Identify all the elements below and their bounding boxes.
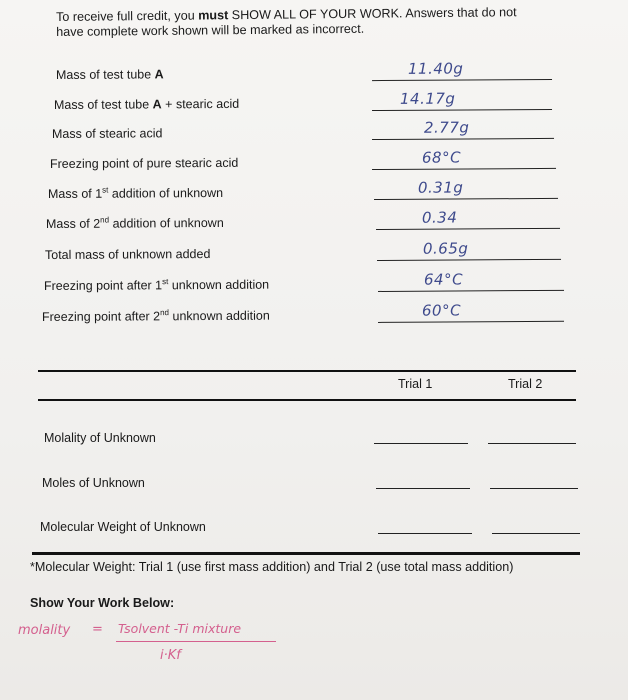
field-row-freezing-point-second	[41, 301, 564, 330]
show-work-heading: Show Your Work Below:	[30, 596, 175, 610]
molality-trial-2-blank	[488, 443, 576, 444]
handwritten-numerator: Tsolvent -Ti mixture	[118, 621, 242, 636]
handwritten-answer: 2.77g	[423, 118, 470, 137]
field-row-second-addition-mass	[45, 208, 560, 237]
field-label: Mass of 2nd addition of unknown	[45, 215, 224, 231]
answer-line	[377, 259, 561, 261]
instructions-line-2: have complete work shown will be marked as incorrect.	[56, 21, 365, 39]
molecular-weight-trial-1-blank	[378, 533, 472, 534]
trial-2-header: Trial 2	[508, 377, 543, 391]
answer-line	[372, 79, 552, 81]
instructions-line-1: To receive full credit, you must SHOW ALL OF YOUR WORK. Answers that do not	[56, 5, 517, 24]
field-row-stearic-mass	[51, 118, 556, 147]
instructions-header	[56, 5, 576, 40]
moles-label: Moles of Unknown	[42, 476, 145, 490]
field-row-total-unknown-mass	[44, 239, 561, 268]
field-label: Mass of stearic acid	[51, 126, 163, 141]
molality-trial-1-blank	[374, 443, 468, 444]
handwritten-answer: 64°C	[423, 270, 464, 289]
handwritten-answer: 68°C	[421, 148, 462, 167]
table-bottom-rule	[32, 552, 580, 555]
field-label: Mass of 1st addition of unknown	[47, 185, 224, 201]
answer-line	[378, 290, 564, 292]
table-header-rule	[38, 399, 576, 401]
handwritten-answer: 60°C	[421, 301, 462, 320]
field-row-freezing-point-pure	[49, 148, 556, 177]
molecular-weight-label: Molecular Weight of Unknown	[40, 520, 206, 534]
handwritten-answer: 0.34	[421, 208, 458, 227]
field-label: Total mass of unknown added	[44, 246, 211, 262]
handwritten-answer: 0.65g	[422, 239, 469, 258]
answer-line	[372, 109, 552, 111]
molecular-weight-note: *Molecular Weight: Trial 1 (use first mass addition) and Trial 2 (use total mass addition)	[30, 560, 514, 574]
field-label: Freezing point after 1st unknown addition	[43, 277, 270, 293]
field-label: Freezing point of pure stearic acid	[49, 155, 239, 171]
moles-trial-1-blank	[376, 488, 470, 489]
table-top-rule	[38, 370, 576, 372]
field-label: Mass of test tube A + stearic acid	[53, 96, 240, 112]
answer-line	[372, 138, 554, 140]
handwritten-denominator: i·Kf	[160, 648, 181, 663]
moles-trial-2-blank	[490, 488, 578, 489]
field-row-test-tube-stearic-mass	[53, 89, 556, 118]
answer-line	[372, 168, 556, 170]
field-label: Mass of test tube A	[55, 67, 164, 82]
field-row-test-tube-mass	[55, 59, 556, 88]
molecular-weight-trial-2-blank	[492, 533, 580, 534]
handwritten-answer: 11.40g	[407, 59, 464, 78]
field-row-first-addition-mass	[47, 178, 558, 207]
answer-line	[378, 321, 564, 323]
handwritten-equals: =	[92, 622, 103, 637]
answer-line	[376, 228, 560, 230]
handwritten-molality: molality	[18, 623, 71, 638]
handwritten-fraction-bar	[116, 641, 276, 642]
field-label: Freezing point after 2nd unknown addition	[41, 308, 270, 324]
handwritten-answer: 0.31g	[417, 178, 464, 197]
handwritten-answer: 14.17g	[399, 89, 456, 108]
trial-1-header: Trial 1	[398, 377, 433, 391]
answer-line	[374, 198, 558, 200]
molality-label: Molality of Unknown	[44, 431, 156, 445]
field-row-freezing-point-first	[43, 270, 562, 299]
